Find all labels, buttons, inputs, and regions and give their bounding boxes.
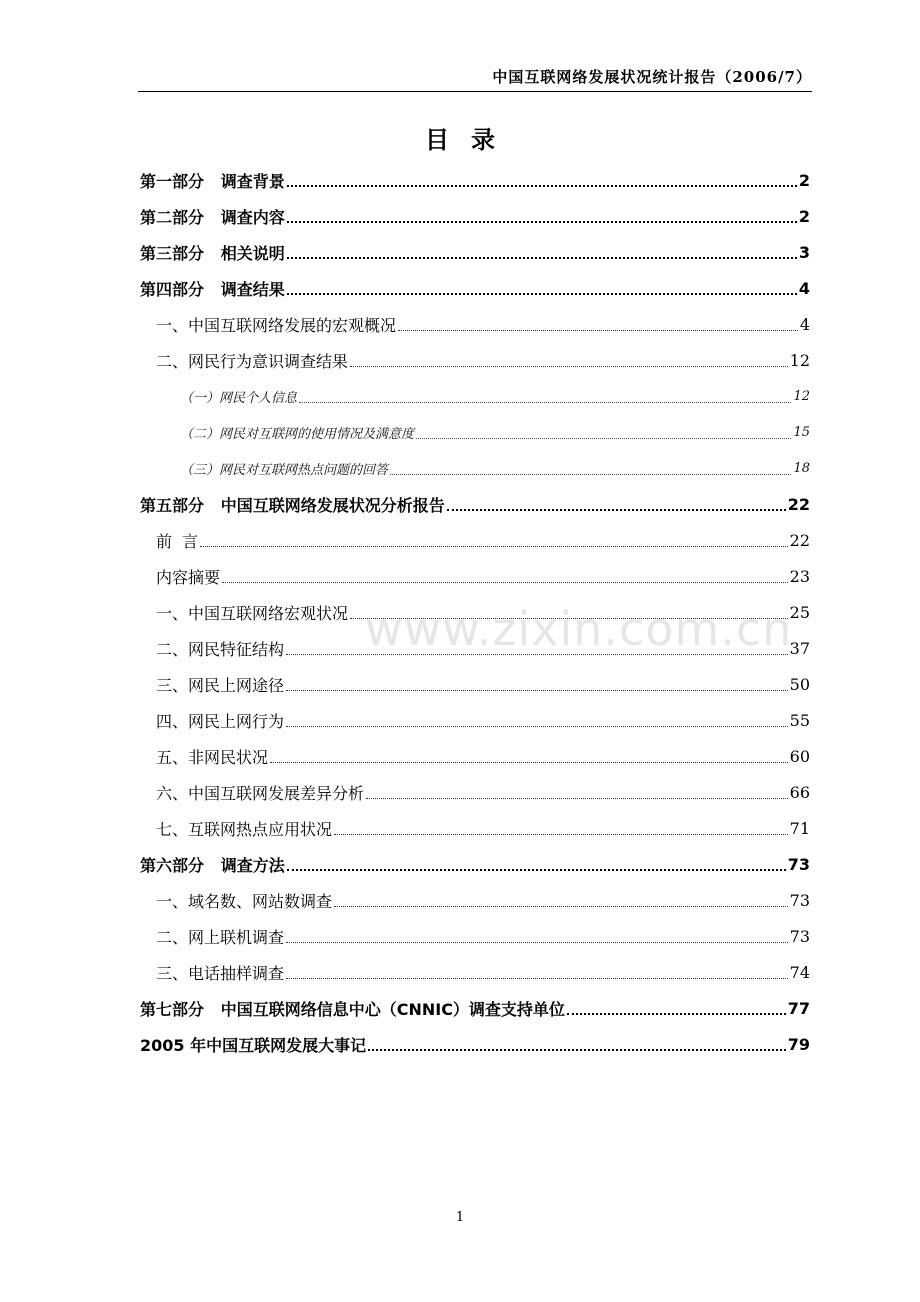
toc-entry-page-number: 12 (793, 388, 810, 404)
toc-entry-page-number: 4 (798, 278, 810, 298)
dot-leader (350, 366, 788, 367)
dot-leader (200, 546, 787, 547)
dot-leader (287, 293, 797, 295)
dot-leader (567, 1013, 786, 1015)
dot-leader (270, 762, 788, 763)
running-header: 中国互联网络发展状况统计报告（2006/7） (492, 68, 812, 86)
toc-entry-page-number: 79 (787, 1034, 810, 1054)
toc-entry-label: 第一部分 调查背景 (140, 171, 285, 191)
dot-leader (366, 798, 788, 799)
toc-entry[interactable] (140, 234, 810, 270)
toc-entry-page-number: 25 (789, 602, 810, 622)
dot-leader (416, 438, 791, 439)
toc-entry-label: 二、网民行为意识调查结果 (156, 351, 349, 371)
toc-entry-label: 四、网民上网行为 (156, 711, 285, 731)
dot-leader (334, 834, 788, 835)
toc-entry-page-number: 66 (789, 782, 810, 802)
toc-entry-page-number: 22 (789, 530, 810, 550)
toc-entry[interactable] (140, 666, 810, 702)
dot-leader (398, 330, 798, 331)
toc-entry-page-number: 22 (787, 494, 810, 514)
dot-leader (287, 869, 786, 871)
dot-leader (299, 402, 791, 403)
toc-entry[interactable] (140, 990, 810, 1026)
toc-entry-label: 七、互联网热点应用状况 (156, 819, 333, 839)
watermark: www.zixin.com.cn (365, 602, 793, 656)
toc-entry[interactable] (140, 198, 810, 234)
toc-entry[interactable] (140, 810, 810, 846)
toc-entry-page-number: 15 (793, 424, 810, 440)
toc-entry-page-number: 60 (789, 746, 810, 766)
toc-entry[interactable] (140, 378, 810, 414)
toc-entry-label: 前 言 (156, 531, 199, 551)
header-rule (138, 91, 812, 92)
toc-entry-label: 二、网上联机调查 (156, 927, 285, 947)
toc-entry-page-number: 73 (789, 890, 810, 910)
toc-entry[interactable] (140, 1026, 810, 1062)
toc-entry[interactable] (140, 270, 810, 306)
dot-leader (390, 474, 791, 475)
toc-entry-label: 一、域名数、网站数调查 (156, 891, 333, 911)
toc-entry[interactable] (140, 954, 810, 990)
dot-leader (447, 509, 786, 511)
toc-entry-page-number: 4 (799, 314, 810, 334)
toc-entry-page-number: 74 (789, 962, 810, 982)
toc-entry-page-number: 50 (789, 674, 810, 694)
toc-entry-page-number: 3 (798, 242, 810, 262)
toc-entry[interactable] (140, 450, 810, 486)
toc-entry[interactable] (140, 702, 810, 738)
toc-entry-page-number: 2 (798, 206, 810, 226)
page-number: 1 (455, 1210, 465, 1225)
toc-entry[interactable] (140, 414, 810, 450)
dot-leader (287, 185, 797, 187)
toc-entry-label: （一）网民个人信息 (180, 390, 298, 406)
dot-leader (286, 726, 788, 727)
toc-entry-page-number: 18 (793, 460, 810, 476)
toc-entry[interactable] (140, 846, 810, 882)
toc-entry-label: 一、中国互联网络发展的宏观概况 (156, 315, 397, 335)
toc-entry[interactable] (140, 558, 810, 594)
toc-entry-label: 第五部分 中国互联网络发展状况分析报告 (140, 495, 445, 515)
toc-entry-label: 第二部分 调查内容 (140, 207, 285, 227)
dot-leader (334, 906, 788, 907)
toc-entry-label: 第四部分 调查结果 (140, 279, 285, 299)
toc-entry-label: 第六部分 调查方法 (140, 855, 285, 875)
toc-entry-label: 第七部分 中国互联网络信息中心（CNNIC）调查支持单位 (140, 999, 565, 1019)
toc-entry-label: 三、电话抽样调查 (156, 963, 285, 983)
toc-entry[interactable] (140, 162, 810, 198)
toc-entry-label: 第三部分 相关说明 (140, 243, 285, 263)
toc-entry-page-number: 73 (789, 926, 810, 946)
dot-leader (287, 257, 797, 259)
toc-entry-label: （三）网民对互联网热点问题的回答 (180, 462, 389, 478)
toc-entry-label: 三、网民上网途径 (156, 675, 285, 695)
toc-entry[interactable] (140, 522, 810, 558)
toc-entry-label: 内容摘要 (156, 567, 221, 587)
toc-entry-label: 六、中国互联网发展差异分析 (156, 783, 365, 803)
toc-entry-label: 一、中国互联网络宏观状况 (156, 603, 349, 623)
toc-entry[interactable] (140, 306, 810, 342)
toc-entry-page-number: 23 (789, 566, 810, 586)
toc-entry[interactable] (140, 882, 810, 918)
toc-entry-label: 2005 年中国互联网发展大事记 (140, 1035, 367, 1055)
dot-leader (286, 690, 788, 691)
toc-entry-page-number: 55 (789, 710, 810, 730)
toc-entry[interactable] (140, 486, 810, 522)
dot-leader (286, 942, 788, 943)
toc-entry[interactable] (140, 738, 810, 774)
toc-entry-page-number: 71 (789, 818, 810, 838)
toc-entry-page-number: 73 (787, 854, 810, 874)
toc-entry[interactable] (140, 918, 810, 954)
toc-entry-page-number: 12 (789, 350, 810, 370)
toc-entry-label: 二、网民特征结构 (156, 639, 285, 659)
dot-leader (286, 978, 788, 979)
toc-title: 目录 (425, 125, 517, 154)
toc-entry-label: （二）网民对互联网的使用情况及满意度 (180, 426, 415, 442)
toc-entry[interactable] (140, 342, 810, 378)
toc-entry-page-number: 77 (787, 998, 810, 1018)
dot-leader (368, 1049, 786, 1051)
toc-entry[interactable] (140, 774, 810, 810)
toc-entry-page-number: 2 (798, 170, 810, 190)
toc-entry-page-number: 37 (789, 638, 810, 658)
toc-entry-label: 五、非网民状况 (156, 747, 269, 767)
dot-leader (287, 221, 797, 223)
dot-leader (222, 582, 788, 583)
